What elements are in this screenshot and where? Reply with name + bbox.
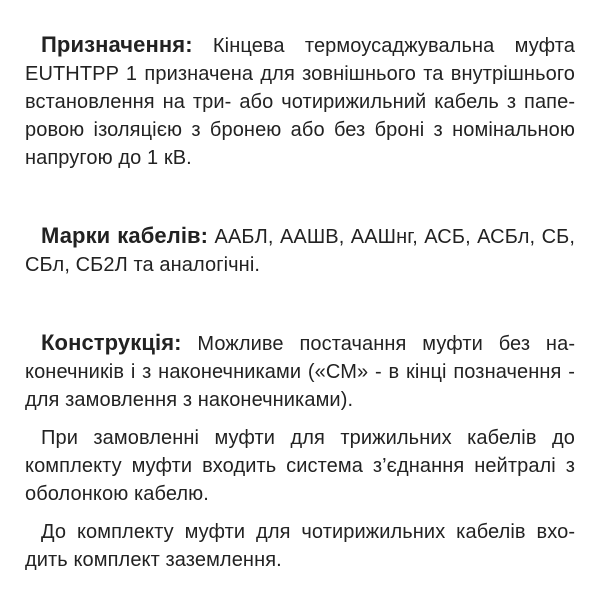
- section-cable-marks-paragraph: [25, 222, 575, 279]
- section-body-construction: Можливе постачання муфти без наконечників і з наконечниками («СМ» - в кінці позначення - для замовлення з наконечниками).: [25, 333, 575, 411]
- section-construction-paragraph: [25, 329, 575, 414]
- construction-paragraph-four-core: До комплекту муфти для чотирижильних кабелів входить комплект заземлення.: [25, 521, 575, 571]
- section-heading-purpose: Призначення:: [41, 32, 193, 57]
- section-body-purpose: Кінцева термоусаджувальна муфта EUTHTPP 1 призначена для зовнішнього та внутрішнього встановлення на три- або чотирижильний кабель з паперовою ізоляцією з бронею або без броні з номінальною напругою до 1 кВ.: [25, 35, 575, 169]
- section-heading-cable-marks: Марки кабелів:: [41, 223, 209, 248]
- section-heading-construction: Конструкція:: [41, 330, 182, 355]
- construction-paragraph-three-core: При замовленні муфти для трижильних кабелів до комплекту муфти входить система з’єднання нейтралі з оболонкою кабелю.: [25, 427, 575, 505]
- section-purpose-paragraph: [25, 31, 575, 172]
- section-body-cable-marks: ААБЛ, ААШВ, ААШнг, АСБ, АСБл, СБ, СБл, СБ2Л та аналогічні.: [25, 226, 575, 276]
